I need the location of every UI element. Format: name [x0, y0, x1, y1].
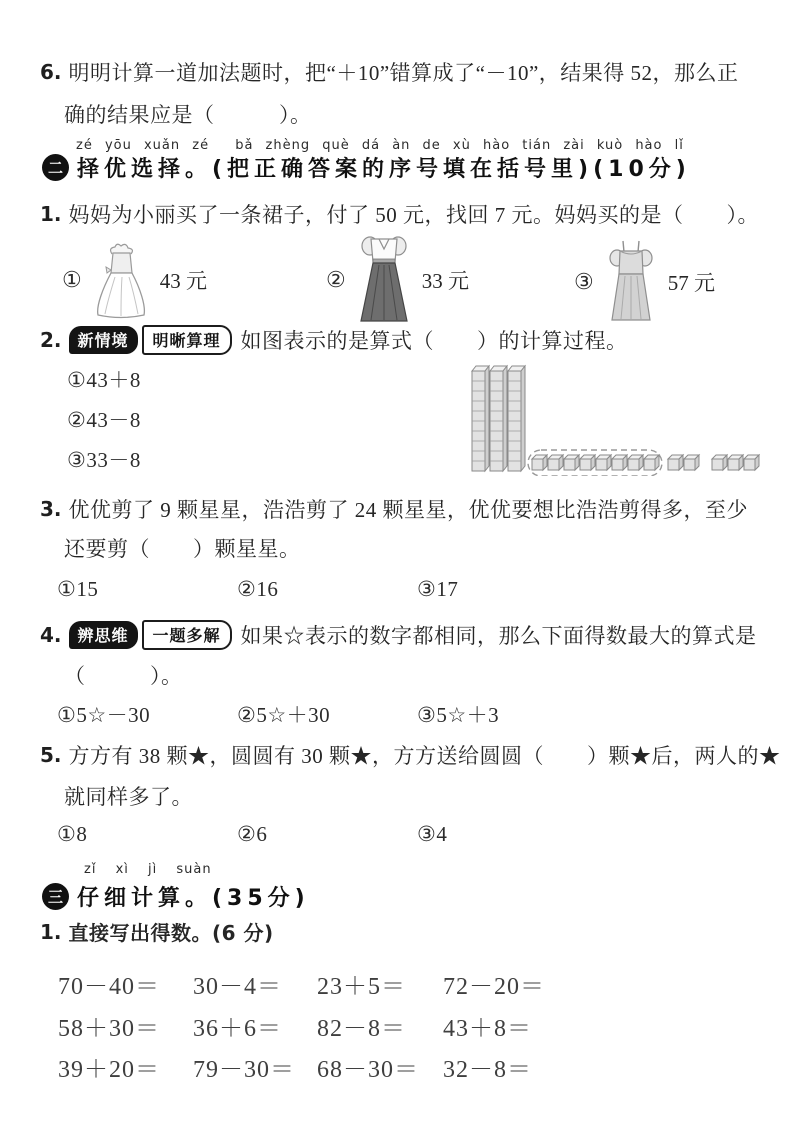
dress-item-1 — [62, 240, 207, 320]
white-gown-dress-icon — [91, 240, 151, 320]
question-3-line2 — [64, 533, 301, 563]
dress-3-tag: ③ — [574, 269, 594, 294]
base-ten-blocks-figure — [468, 364, 760, 476]
question-4-line1 — [40, 620, 757, 650]
question-6-text-continued: 确的结果应是（ ）。 — [64, 103, 312, 127]
question-3-text-continued: 还要剪（ ）颗星星。 — [64, 537, 301, 561]
dress-item-2 — [326, 234, 469, 326]
question-5-text-continued: 就同样多了。 — [64, 785, 193, 809]
calc-problem: 32－8＝ — [443, 1057, 532, 1083]
question-6-line1 — [40, 57, 739, 87]
dress-1-tag: ① — [62, 267, 82, 292]
question-4-number: 4. — [40, 623, 62, 647]
question-5-option-3: ③4 — [417, 822, 448, 846]
calc-problem: 79－30＝ — [193, 1057, 295, 1083]
calc-subsection-number: 1. — [40, 919, 62, 944]
dress-2-tag: ② — [326, 267, 346, 292]
section-calc-header — [42, 881, 310, 912]
question-1-line — [40, 199, 759, 229]
dress-item-3 — [574, 238, 715, 326]
question-3-line1 — [40, 494, 748, 524]
section-calc-pinyin: zǐ xì jì suàn — [84, 862, 212, 877]
question-4-line2 — [64, 660, 183, 690]
dress-1-price: 43 元 — [159, 269, 207, 293]
calc-subsection-text: 直接写出得数。(6 分) — [68, 921, 274, 945]
question-4-option-1: ①5☆－30 — [57, 703, 151, 727]
calc-problem: 30－4＝ — [193, 974, 282, 1000]
question-3-option-3: ③17 — [417, 577, 459, 601]
dress-3-price: 57 元 — [667, 271, 715, 295]
circled-two-icon: 二 — [42, 154, 69, 181]
question-5-line1 — [40, 740, 781, 770]
question-5-text: 方方有 38 颗★，圆圆有 30 颗★，方方送给圆圆（ ）颗★后，两人的★ — [68, 744, 781, 768]
question-4-text: 如果☆表示的数字都相同，那么下面得数最大的算式是 — [240, 624, 757, 648]
question-6-text: 明明计算一道加法题时，把“＋10”错算成了“－10”，结果得 52，那么正 — [68, 61, 739, 85]
question-2-text: 如图表示的是算式（ ）的计算过程。 — [240, 329, 628, 353]
calc-problem: 23＋5＝ — [317, 974, 406, 1000]
gray-short-dress-icon — [603, 238, 659, 326]
question-4-text-continued: （ ）。 — [64, 664, 183, 688]
question-3-number: 3. — [40, 497, 62, 521]
multiple-solutions-tag: 一题多解 — [142, 620, 232, 650]
question-6-number: 6. — [40, 60, 62, 84]
dark-long-dress-icon — [355, 234, 413, 326]
question-5-number: 5. — [40, 743, 62, 767]
question-3-text: 优优剪了 9 颗星星，浩浩剪了 24 颗星星，优优要想比浩浩剪得多，至少 — [68, 498, 749, 522]
calc-problem: 43＋8＝ — [443, 1016, 532, 1042]
question-2-line — [40, 325, 628, 355]
circled-three-icon: 三 — [42, 883, 69, 910]
question-2-number: 2. — [40, 328, 62, 352]
dress-2-price: 33 元 — [421, 269, 469, 293]
question-6-line2 — [64, 99, 312, 129]
calc-problem: 36＋6＝ — [193, 1016, 282, 1042]
calc-problem: 68－30＝ — [317, 1057, 419, 1083]
question-1-number: 1. — [40, 202, 62, 226]
calc-problem: 39＋20＝ — [58, 1057, 160, 1083]
question-3-option-2: ②16 — [237, 577, 279, 601]
question-5-option-1: ①8 — [57, 822, 88, 846]
calc-problem: 82－8＝ — [317, 1016, 406, 1042]
clarify-reasoning-tag: 明晰算理 — [142, 325, 232, 355]
section-choice-pinyin: zé yōu xuǎn zé bǎ zhèng què dá àn de xù hào tián zài kuò hào lǐ — [76, 138, 684, 153]
question-3-option-1: ①15 — [57, 577, 99, 601]
question-4-option-3: ③5☆＋3 — [417, 703, 500, 727]
question-2-option-2: ②43－8 — [67, 408, 141, 432]
question-1-text: 妈妈为小丽买了一条裙子，付了 50 元，找回 7 元。妈妈买的是（ ）。 — [68, 203, 760, 227]
calc-problem: 72－20＝ — [443, 974, 545, 1000]
question-4-option-2: ②5☆＋30 — [237, 703, 331, 727]
question-5-line2 — [64, 781, 193, 811]
section-calc-title: 仔细计算。(35分) — [77, 886, 310, 911]
question-5-option-2: ②6 — [237, 822, 268, 846]
section-choice-title: 择优选择。(把正确答案的序号填在括号里)(10分) — [77, 157, 691, 182]
section-choice-header — [42, 152, 691, 183]
calc-subsection-line — [40, 917, 274, 946]
question-2-option-3: ③33－8 — [67, 448, 141, 472]
question-2-option-1: ①43＋8 — [67, 368, 141, 392]
new-context-tag: 新情境 — [69, 326, 138, 354]
discriminative-thinking-tag: 辨思维 — [69, 621, 138, 649]
calc-problem: 70－40＝ — [58, 974, 160, 1000]
calc-problem: 58＋30＝ — [58, 1016, 160, 1042]
